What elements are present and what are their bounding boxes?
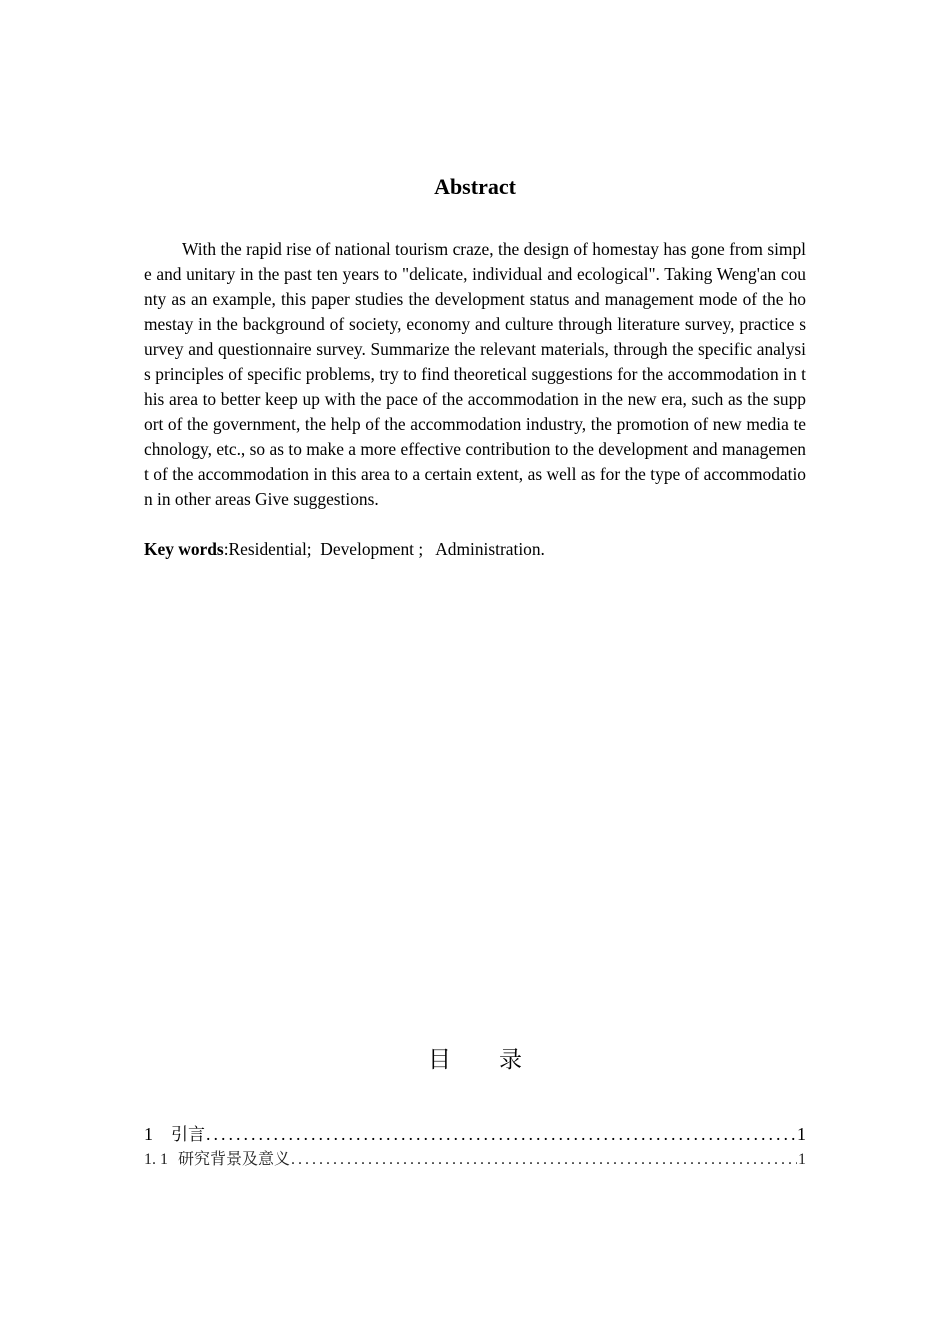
toc-entry-introduction[interactable]	[144, 1121, 806, 1148]
toc-entry-page: 1	[797, 1124, 806, 1144]
toc-entry-number: 1. 1	[144, 1151, 168, 1168]
keywords-text: :Residential; Development ; Administration.	[223, 539, 545, 559]
toc-entry-page: 1	[798, 1151, 806, 1168]
toc-dot-leader	[291, 1148, 797, 1172]
toc-entry-label: 研究背景及意义	[178, 1149, 291, 1168]
toc-entry-number: 1	[144, 1124, 153, 1144]
keywords-line	[144, 537, 806, 562]
toc-entry-research-background[interactable]	[144, 1147, 806, 1172]
toc-dot-leader	[206, 1121, 796, 1147]
abstract-body: With the rapid rise of national tourism craze, the design of homestay has gone from simple and unitary in the past ten years to "delicate, individual and ecological". Taking Weng'an county as an example, this paper studies the development status and management mode of the homestay in the background of society, economy and culture through literature survey, practice survey and questionnaire survey. Summarize the relevant materials, through the specific analysis principles of specific problems, try to find theoretical suggestions for the accommodation in this area to better keep up with the pace of the accommodation in the new era, such as the support of the government, the help of the accommodation industry, the promotion of new media technology, etc., so as to make a more effective contribution to the development and management of the accommodation in this area to a certain extent, as well as for the type of accommodation in other areas Give suggestions.	[144, 239, 806, 509]
abstract-title: Abstract	[434, 174, 516, 199]
keywords-label: Key words	[144, 539, 224, 559]
toc-entry-label: 引言	[171, 1125, 205, 1145]
toc-title: 目录	[428, 1047, 570, 1073]
